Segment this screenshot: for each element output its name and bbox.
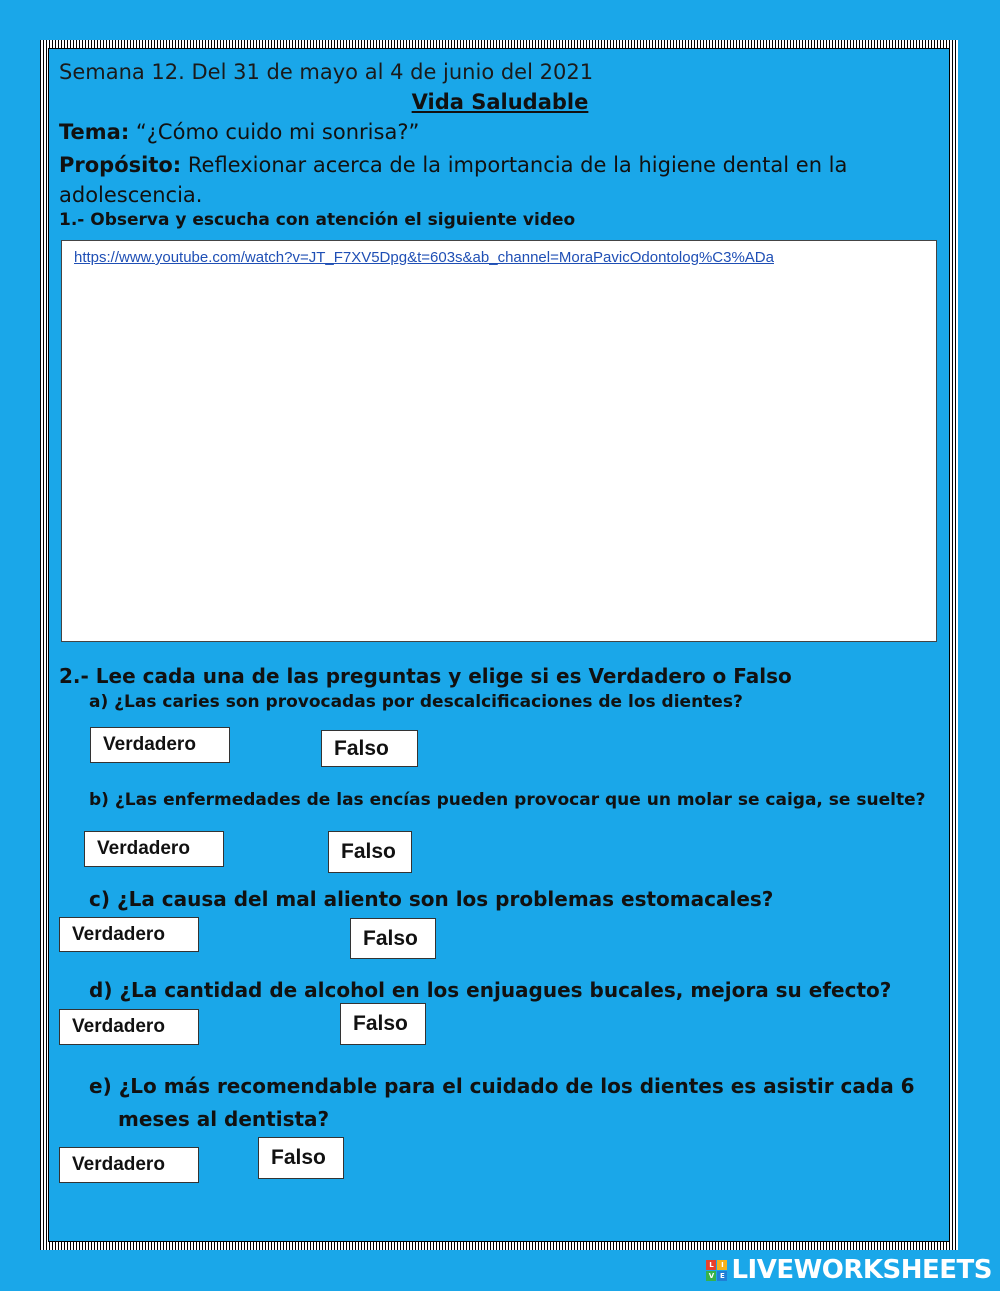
answer-true-c[interactable]: Verdadero	[59, 917, 199, 952]
liveworksheets-logo	[706, 1255, 992, 1285]
question-text: ¿La causa del mal aliento son los problemas estomacales?	[116, 887, 774, 911]
page-title: Vida Saludable	[411, 90, 589, 114]
purpose-text: Reflexionar acerca de la importancia de la higiene dental en la adolescencia.	[59, 153, 848, 207]
question-text: ¿Lo más recomendable para el cuidado de los dientes es asistir cada 6	[118, 1074, 915, 1098]
question-b	[89, 790, 925, 810]
logo-letter-l: L	[706, 1260, 716, 1270]
logo-letter-e: E	[717, 1271, 727, 1281]
question-letter: d)	[89, 978, 113, 1002]
question-d	[89, 978, 891, 1002]
question-e-continued: meses al dentista?	[118, 1107, 330, 1131]
week-header: Semana 12. Del 31 de mayo al 4 de junio del 2021	[59, 60, 594, 84]
answer-true-d[interactable]: Verdadero	[59, 1009, 199, 1045]
logo-letter-v: V	[706, 1271, 716, 1281]
question-letter: c)	[89, 887, 110, 911]
answer-false-a[interactable]: Falso	[321, 730, 418, 767]
topic-line	[59, 120, 419, 144]
question-a	[89, 692, 743, 712]
answer-true-a[interactable]: Verdadero	[90, 727, 230, 763]
question-letter: b)	[89, 790, 109, 810]
logo-text: LIVEWORKSHEETS	[731, 1255, 992, 1285]
topic-label: Tema:	[59, 120, 130, 144]
answer-true-b[interactable]: Verdadero	[84, 831, 224, 867]
question-letter: e)	[89, 1074, 112, 1098]
question-text: ¿Las caries son provocadas por descalcificaciones de los dientes?	[114, 692, 743, 712]
question-text: ¿Las enfermedades de las encías pueden provocar que un molar se caiga, se suelte?	[114, 790, 926, 810]
question-c	[89, 887, 773, 911]
logo-letter-i: I	[717, 1260, 727, 1270]
purpose-label: Propósito:	[59, 153, 182, 177]
purpose-line	[59, 150, 939, 210]
video-box	[61, 240, 937, 642]
answer-false-e[interactable]: Falso	[258, 1137, 344, 1179]
section2-instruction: 2.- Lee cada una de las preguntas y elige si es Verdadero o Falso	[59, 664, 792, 688]
answer-true-e[interactable]: Verdadero	[59, 1147, 199, 1183]
logo-icon	[706, 1260, 727, 1281]
video-link[interactable]: https://www.youtube.com/watch?v=JT_F7XV5Dpg&t=603s&ab_channel=MoraPavicOdontolog%C3%ADa	[74, 249, 774, 266]
section1-instruction: 1.- Observa y escucha con atención el siguiente video	[59, 210, 576, 230]
answer-false-c[interactable]: Falso	[350, 918, 436, 959]
question-text: ¿La cantidad de alcohol en los enjuagues bucales, mejora su efecto?	[119, 978, 892, 1002]
topic-text: “¿Cómo cuido mi sonrisa?”	[129, 120, 420, 144]
question-e	[89, 1074, 915, 1098]
answer-false-d[interactable]: Falso	[340, 1003, 426, 1045]
answer-false-b[interactable]: Falso	[328, 831, 412, 873]
question-letter: a)	[89, 692, 109, 712]
